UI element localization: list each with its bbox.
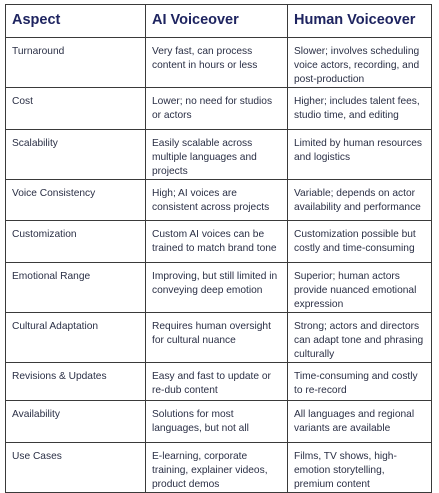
table-row	[6, 313, 432, 363]
cell-human: Time-consuming and costly to re-record	[288, 363, 432, 401]
table-row	[6, 443, 432, 493]
cell-human: Slower; involves scheduling voice actors, recording, and post-production	[288, 38, 432, 88]
table-row	[6, 263, 432, 313]
header-aspect: Aspect	[6, 5, 146, 38]
table-row	[6, 180, 432, 221]
cell-ai: Easily scalable across multiple languages and projects	[146, 130, 288, 180]
cell-aspect: Revisions & Updates	[6, 363, 146, 401]
cell-ai: Improving, but still limited in conveying deep emotion	[146, 263, 288, 313]
cell-aspect: Cost	[6, 88, 146, 130]
cell-human: Limited by human resources and logistics	[288, 130, 432, 180]
cell-ai: Very fast, can process content in hours or less	[146, 38, 288, 88]
cell-aspect: Emotional Range	[6, 263, 146, 313]
cell-ai: E-learning, corporate training, explainer videos, product demos	[146, 443, 288, 493]
table-row	[6, 130, 432, 180]
cell-ai: Custom AI voices can be trained to match brand tone	[146, 221, 288, 263]
comparison-table	[5, 4, 432, 493]
cell-aspect: Customization	[6, 221, 146, 263]
cell-ai: Easy and fast to update or re-dub content	[146, 363, 288, 401]
cell-human: Strong; actors and directors can adapt tone and phrasing culturally	[288, 313, 432, 363]
table-row	[6, 401, 432, 443]
cell-human: Variable; depends on actor availability and performance	[288, 180, 432, 221]
header-row	[6, 5, 432, 38]
cell-human: Superior; human actors provide nuanced emotional expression	[288, 263, 432, 313]
cell-aspect: Turnaround	[6, 38, 146, 88]
cell-human: All languages and regional variants are available	[288, 401, 432, 443]
cell-aspect: Availability	[6, 401, 146, 443]
cell-ai: Requires human oversight for cultural nuance	[146, 313, 288, 363]
cell-human: Films, TV shows, high-emotion storytelling, premium content	[288, 443, 432, 493]
cell-human: Higher; includes talent fees, studio time, and editing	[288, 88, 432, 130]
cell-ai: Lower; no need for studios or actors	[146, 88, 288, 130]
cell-aspect: Cultural Adaptation	[6, 313, 146, 363]
cell-aspect: Voice Consistency	[6, 180, 146, 221]
table-row	[6, 88, 432, 130]
table-row	[6, 363, 432, 401]
cell-ai: High; AI voices are consistent across projects	[146, 180, 288, 221]
header-ai-voiceover: AI Voiceover	[146, 5, 288, 38]
cell-aspect: Use Cases	[6, 443, 146, 493]
table-row	[6, 221, 432, 263]
header-human-voiceover: Human Voiceover	[288, 5, 432, 38]
cell-human: Customization possible but costly and time-consuming	[288, 221, 432, 263]
table-row	[6, 38, 432, 88]
cell-aspect: Scalability	[6, 130, 146, 180]
cell-ai: Solutions for most languages, but not all	[146, 401, 288, 443]
